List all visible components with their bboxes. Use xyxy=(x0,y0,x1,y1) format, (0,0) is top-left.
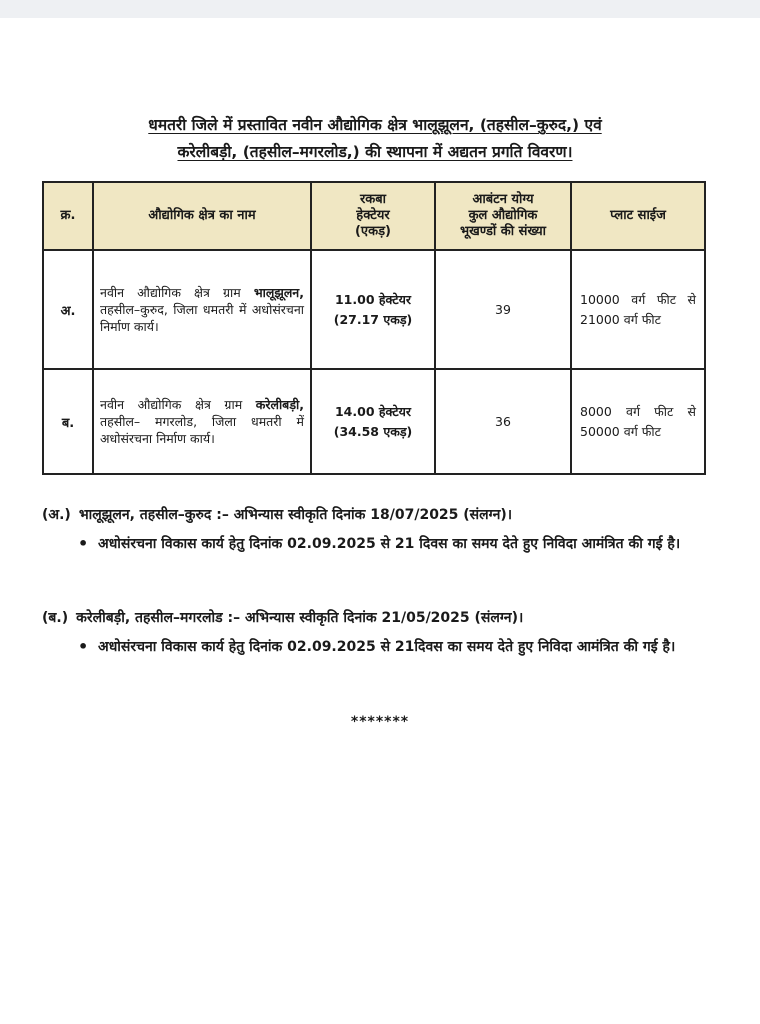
table-row xyxy=(43,369,705,474)
title-line-2: करेलीबड़ी, (तहसील–मगरलोड,) की स्थापना में अद्यतन प्रगति विवरण। xyxy=(177,143,573,161)
note-b-bullet xyxy=(78,635,682,659)
row-name-post: तहसील– मगरलोड, जिला धमतरी में अधोसंरचना निर्माण कार्य। xyxy=(100,414,304,446)
header-count-line-2: कुल औद्योगिक xyxy=(468,208,538,223)
header-name: औद्योगिक क्षेत्र का नाम xyxy=(93,182,311,250)
note-a-bullet xyxy=(78,532,682,556)
table-header-row xyxy=(43,182,705,250)
row-area-hectare: 14.00 हेक्टेयर xyxy=(334,403,411,419)
header-sn: क्र. xyxy=(43,182,93,250)
row-area xyxy=(311,369,435,474)
header-count xyxy=(435,182,571,250)
row-name xyxy=(93,250,311,369)
title-line-1: धमतरी जिले में प्रस्तावित नवीन औद्योगिक क्षेत्र भालूझूलन, (तहसील–कुरुद,) एवं xyxy=(148,116,602,134)
row-count: 39 xyxy=(435,250,571,369)
header-count-line-1: आबंटन योग्य xyxy=(472,192,534,207)
note-a-label: (अ.) xyxy=(42,507,71,523)
note-b-bullet-text: अधोसंरचना विकास कार्य हेतु दिनांक 02.09.2025 से 21दिवस का समय देते हुए निविदा आमंत्रित की गई है। xyxy=(98,639,676,655)
top-status-bar xyxy=(0,0,760,18)
progress-table xyxy=(42,181,706,475)
row-name xyxy=(93,369,311,474)
note-a xyxy=(42,505,682,556)
row-name-pre: नवीन औद्योगिक क्षेत्र ग्राम xyxy=(100,397,256,412)
bullet-dot-icon: • xyxy=(78,534,89,553)
row-area-acre: (27.17 एकड़) xyxy=(333,311,413,327)
row-name-village: करेलीबड़ी, xyxy=(255,397,304,412)
header-area-line-3: (एकड़) xyxy=(354,224,391,239)
header-plot: प्लाट साईज xyxy=(571,182,705,250)
header-area xyxy=(311,182,435,250)
row-name-post: तहसील–कुरुद, जिला धमतरी में अधोसंरचना निर्माण कार्य। xyxy=(100,302,304,334)
end-marker: ******* xyxy=(350,714,410,730)
note-b-label: (ब.) xyxy=(42,610,69,626)
bullet-dot-icon: • xyxy=(78,637,89,656)
note-a-text: भालूझूलन, तहसील–कुरुद :– अभिन्यास स्वीकृति दिनांक 18/07/2025 (संलग्न)। xyxy=(78,507,513,523)
row-name-village: भालूझूलन, xyxy=(253,285,304,300)
document-title xyxy=(50,112,700,166)
row-sn: अ. xyxy=(43,250,93,369)
note-b-text: करेलीबड़ी, तहसील–मगरलोड :– अभिन्यास स्वीकृति दिनांक 21/05/2025 (संलग्न)। xyxy=(76,610,524,626)
note-b xyxy=(42,608,682,659)
note-b-heading xyxy=(42,608,682,627)
row-sn: ब. xyxy=(43,369,93,474)
row-area-hectare: 11.00 हेक्टेयर xyxy=(334,291,411,307)
row-plot-size: 8000 वर्ग फीट से 50000 वर्ग फीट xyxy=(571,369,705,474)
table-row xyxy=(43,250,705,369)
row-area xyxy=(311,250,435,369)
row-count: 36 xyxy=(435,369,571,474)
note-a-heading xyxy=(42,505,682,524)
header-count-line-3: भूखण्डों की संख्या xyxy=(460,224,546,239)
note-a-bullet-text: अधोसंरचना विकास कार्य हेतु दिनांक 02.09.2025 से 21 दिवस का समय देते हुए निविदा आमंत्रित की गई है। xyxy=(98,536,681,552)
row-name-pre: नवीन औद्योगिक क्षेत्र ग्राम xyxy=(100,285,254,300)
row-area-acre: (34.58 एकड़) xyxy=(333,423,413,439)
row-plot-size: 10000 वर्ग फीट से 21000 वर्ग फीट xyxy=(571,250,705,369)
header-area-line-1: रकबा xyxy=(359,192,387,207)
header-area-line-2: हेक्टेयर xyxy=(356,208,390,223)
